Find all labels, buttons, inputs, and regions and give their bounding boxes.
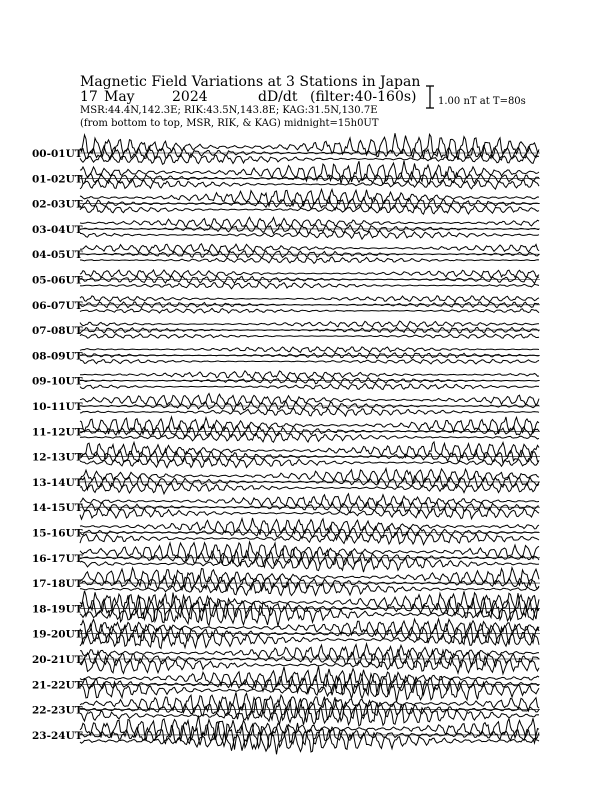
trace-msr: [80, 507, 539, 519]
trace-msr: [80, 205, 539, 214]
trace-msr: [80, 433, 539, 442]
trace-kag: [80, 321, 539, 327]
trace-msr: [80, 532, 539, 545]
trace-msr: [80, 408, 539, 416]
scale-bar: [426, 86, 526, 108]
trace-kag: [80, 161, 539, 184]
hour-label: 06-07UT: [32, 299, 83, 312]
trace-rik: [80, 722, 539, 750]
stations-line: MSR:44.4N,142.3E; RIK:43.5N,143.8E; KAG:31.5N,130.7E: [80, 105, 378, 116]
trace-msr: [80, 483, 539, 494]
trace-msr: [80, 179, 539, 189]
date-month: May: [104, 89, 135, 105]
trace-msr: [80, 359, 539, 364]
hour-label: 12-13UT: [32, 451, 83, 464]
trace-kag: [80, 692, 539, 714]
hour-label: 22-23UT: [32, 704, 83, 717]
trace-kag: [80, 296, 539, 303]
quantity-label: dD/dt: [258, 89, 298, 105]
trace-kag: [80, 644, 539, 660]
hour-label: 15-16UT: [32, 527, 83, 540]
hour-label: 04-05UT: [32, 249, 83, 262]
hour-label: 11-12UT: [32, 426, 83, 439]
trace-msr: [80, 680, 539, 702]
hour-label: 16-17UT: [32, 552, 83, 565]
trace-kag: [80, 371, 539, 379]
hour-label: 17-18UT: [32, 578, 83, 591]
trace-rik: [80, 225, 539, 234]
trace-rik: [80, 353, 539, 359]
trace-kag: [80, 347, 539, 353]
trace-rik: [80, 424, 539, 437]
order-line: (from bottom to top, MSR, RIK, & KAG) midnight=15h0UT: [80, 118, 379, 129]
trace-msr: [80, 334, 539, 339]
hour-label: 02-03UT: [32, 198, 83, 211]
trace-kag: [80, 217, 539, 228]
trace-kag: [80, 270, 539, 278]
hour-label: 23-24UT: [32, 729, 83, 742]
hour-label: 10-11UT: [32, 401, 83, 413]
hour-label: 13-14UT: [32, 476, 83, 489]
hour-label: 14-15UT: [32, 502, 83, 515]
title-block: [80, 74, 420, 129]
hour-label: 21-22UT: [32, 679, 83, 692]
hour-label: 08-09UT: [32, 350, 83, 363]
trace-rik: [80, 649, 539, 667]
filter-label: (filter:40-160s): [310, 89, 417, 105]
hour-label: 20-21UT: [32, 654, 83, 666]
hour-label: 19-20UT: [32, 628, 83, 641]
trace-group: [80, 133, 540, 754]
trace-msr: [80, 282, 539, 288]
date-year: 2024: [172, 89, 208, 105]
hour-labels: [32, 148, 83, 742]
trace-msr: [80, 257, 539, 264]
hour-label: 07-08UT: [32, 325, 83, 338]
hour-label: 01-02UT: [32, 173, 83, 186]
trace-rik: [80, 401, 539, 411]
hour-label: 05-06UT: [32, 274, 83, 287]
hour-label: 09-10UT: [32, 375, 83, 388]
hour-label: 18-19UT: [32, 603, 83, 616]
trace-kag: [80, 591, 539, 614]
trace-kag: [80, 244, 539, 253]
chart-title: Magnetic Field Variations at 3 Stations in Japan: [80, 74, 421, 90]
date-day: 17: [80, 89, 98, 105]
trace-msr: [80, 383, 539, 389]
trace-kag: [80, 716, 539, 742]
trace-msr: [80, 308, 539, 313]
scale-label: 1.00 nT at T=80s: [438, 96, 526, 107]
hour-label: 00-01UT: [32, 148, 83, 160]
hour-label: 03-04UT: [32, 223, 83, 236]
